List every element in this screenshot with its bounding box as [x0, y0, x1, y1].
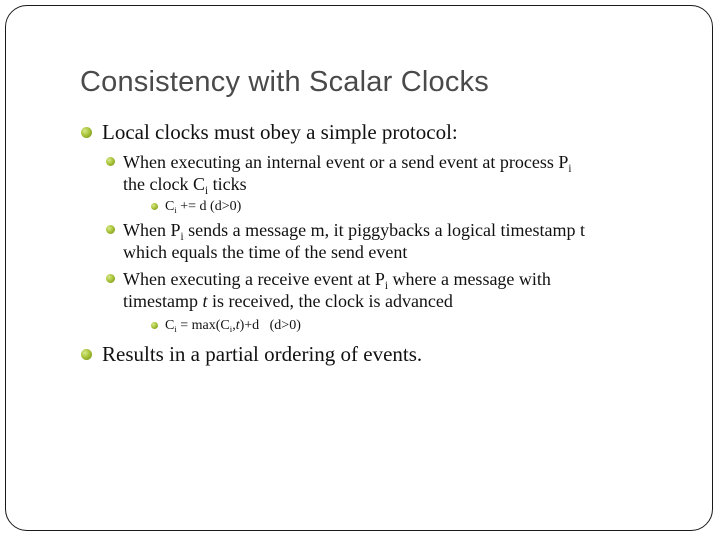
text-segment: the clock C	[123, 174, 205, 194]
subscript: i	[174, 205, 177, 216]
subbullet-line-1	[123, 268, 551, 290]
bullet-text: Results in a partial ordering of events.	[102, 342, 423, 366]
text-segment: )+d (d>0)	[239, 318, 301, 333]
bullet-dot-icon	[106, 274, 115, 283]
subsubbullet-increment-rule	[165, 198, 241, 216]
text-segment: += d (d>0)	[176, 199, 242, 214]
bullet-dot-icon	[81, 127, 92, 138]
subbullet-internal-send-event	[123, 151, 571, 195]
bullet-dot-icon	[106, 157, 115, 166]
timestamp-variable: t	[202, 291, 208, 311]
subbullet-line-2: which equals the time of the send event	[123, 242, 408, 262]
subbullet-line-2	[123, 173, 571, 195]
text-segment: where a message with	[387, 269, 551, 289]
text-segment: When executing a receive event at P	[123, 269, 385, 289]
bullet-dot-icon	[106, 225, 115, 234]
text-segment: is received, the clock is advanced	[207, 291, 453, 311]
bullet-dot-icon	[81, 349, 92, 360]
timestamp-variable: t	[235, 318, 240, 333]
bullet-local-clocks	[102, 120, 458, 144]
text-segment: sends a message m, it piggybacks a logical timestamp t	[183, 220, 586, 240]
subbullet-line-1	[123, 151, 571, 173]
slide-title: Consistency with Scalar Clocks	[80, 66, 489, 98]
subscript: i	[174, 324, 177, 335]
text-segment: ,	[232, 318, 236, 333]
bullet-text: Local clocks must obey a simple protocol:	[102, 120, 458, 144]
text-segment: = max(C	[176, 318, 230, 333]
text-segment: When executing an internal event or a send event at process P	[123, 152, 569, 172]
subscript: i	[204, 184, 209, 197]
text-segment: timestamp	[123, 291, 203, 311]
text-segment: When P	[123, 220, 181, 240]
bullet-partial-ordering	[102, 342, 422, 366]
text-segment: C	[165, 199, 175, 214]
subscript: i	[180, 230, 184, 243]
subscript: i	[384, 279, 388, 292]
subbullet-receive-event	[123, 268, 551, 312]
subbullet-line-2	[123, 290, 551, 312]
subscript: i	[229, 324, 233, 335]
subscript: i	[568, 162, 572, 175]
text-segment: C	[165, 318, 175, 333]
subbullet-piggyback-timestamp	[123, 219, 585, 263]
bullet-dot-icon	[151, 203, 158, 210]
bullet-dot-icon	[151, 322, 158, 329]
text-segment: ticks	[208, 174, 247, 194]
subbullet-line-1	[123, 219, 585, 241]
subsubbullet-max-rule	[165, 317, 301, 335]
